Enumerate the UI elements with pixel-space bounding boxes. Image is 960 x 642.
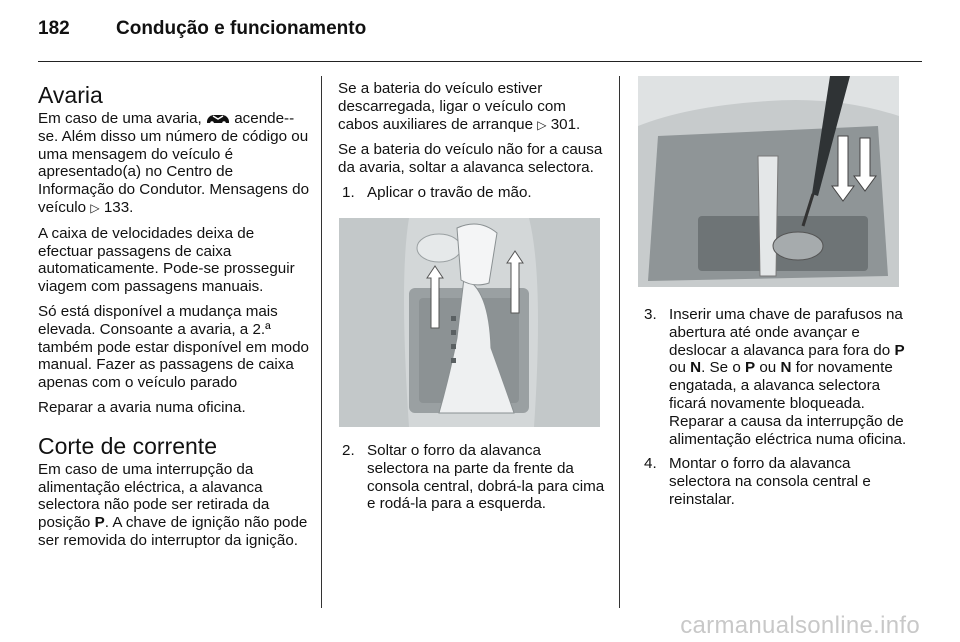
gear-label: P [894,341,905,359]
gear-label: N [690,359,702,377]
step-text: Aplicar o travão de mão. [367,183,532,201]
step-number: 4. [644,455,657,473]
text: Em caso de uma interrupção da alimentação eléctrica, a alavanca selectora não pode ser retirada da posição [38,460,270,532]
text: . Se o [701,359,745,377]
column-2-continued [338,442,606,520]
step-text: Montar o forro da alavanca selectora na consola central e reinstalar. [669,455,871,508]
text: Se a bateria do veículo estiver descarregada, ligar o veículo com cabos auxiliares de arranque [338,80,566,133]
text: ou [755,359,781,377]
text: for novamente engatada, a alavanca selectora ficará novamente bloqueada. Reparar a causa da interrupção de alimentação eléctrica numa oficina. [669,359,907,448]
list-item [640,455,908,508]
column-divider [619,76,620,608]
text: acende--se. Além disso um número de código ou uma mensagem do veículo é apresentado(a) no Centro de Informação do Condutor. Mensagens do veículo [38,110,310,216]
gear-label: P [94,514,105,532]
heading-corte-de-corrente: Corte de corrente [38,432,217,459]
watermark: carmanualsonline.info [680,612,920,639]
text: Inserir uma chave de parafusos na abertura até onde avançar e deslocar a alavanca para fora do [669,306,903,359]
ref-arrow-icon: ▷ [537,117,547,132]
step-number: 1. [342,183,355,201]
car-warning-icon [206,113,230,125]
column-divider [321,76,322,608]
paragraph: Só está disponível a mudança mais elevada. Consoante a avaria, a 2.ª também pode estar disponível em modo manual. Fazer as passagens de caixa apenas com o veículo parado [38,302,309,392]
paragraph: Se a bateria do veículo não for a causa da avaria, soltar a alavanca selectora. [338,141,603,177]
step-text: Soltar o forro da alavanca selectora na parte da frente da consola central, dobrá-la para cima e rodá-la para a esquerda. [367,442,605,513]
paragraph [338,80,606,134]
page-ref[interactable]: 133. [103,198,134,216]
page-header [38,18,366,40]
paragraph [38,110,310,218]
list-item [338,442,606,513]
list-item [338,184,606,202]
paragraph: Reparar a avaria numa oficina. [38,398,246,416]
gear-label: P [745,359,756,377]
column-1 [38,82,310,557]
text: . A chave de ignição não pode ser removida do interruptor da ignição. [38,514,308,549]
step-number: 2. [342,442,355,459]
column-2 [338,80,606,209]
header-rule [38,61,922,62]
section-title: Condução e funcionamento [116,18,367,39]
text: Em caso de uma avaria, [38,110,206,127]
gear-selector-illustration [339,218,600,427]
paragraph [38,461,310,550]
paragraph: A caixa de velocidades deixa de efectuar passagens de caixa automaticamente. Pode-se prosseguir viagem com passagens manuais. [38,224,295,296]
step-text [669,306,908,448]
list-item [640,306,908,448]
column-3 [640,306,908,516]
page-ref[interactable]: 301. [550,115,581,133]
gear-label: N [780,359,792,377]
screwdriver-release-illustration [638,76,899,287]
ref-arrow-icon: ▷ [90,200,100,215]
heading-avaria: Avaria [38,82,103,108]
text: ou [669,359,691,377]
step-number: 3. [644,306,657,323]
page-number: 182 [38,18,70,39]
